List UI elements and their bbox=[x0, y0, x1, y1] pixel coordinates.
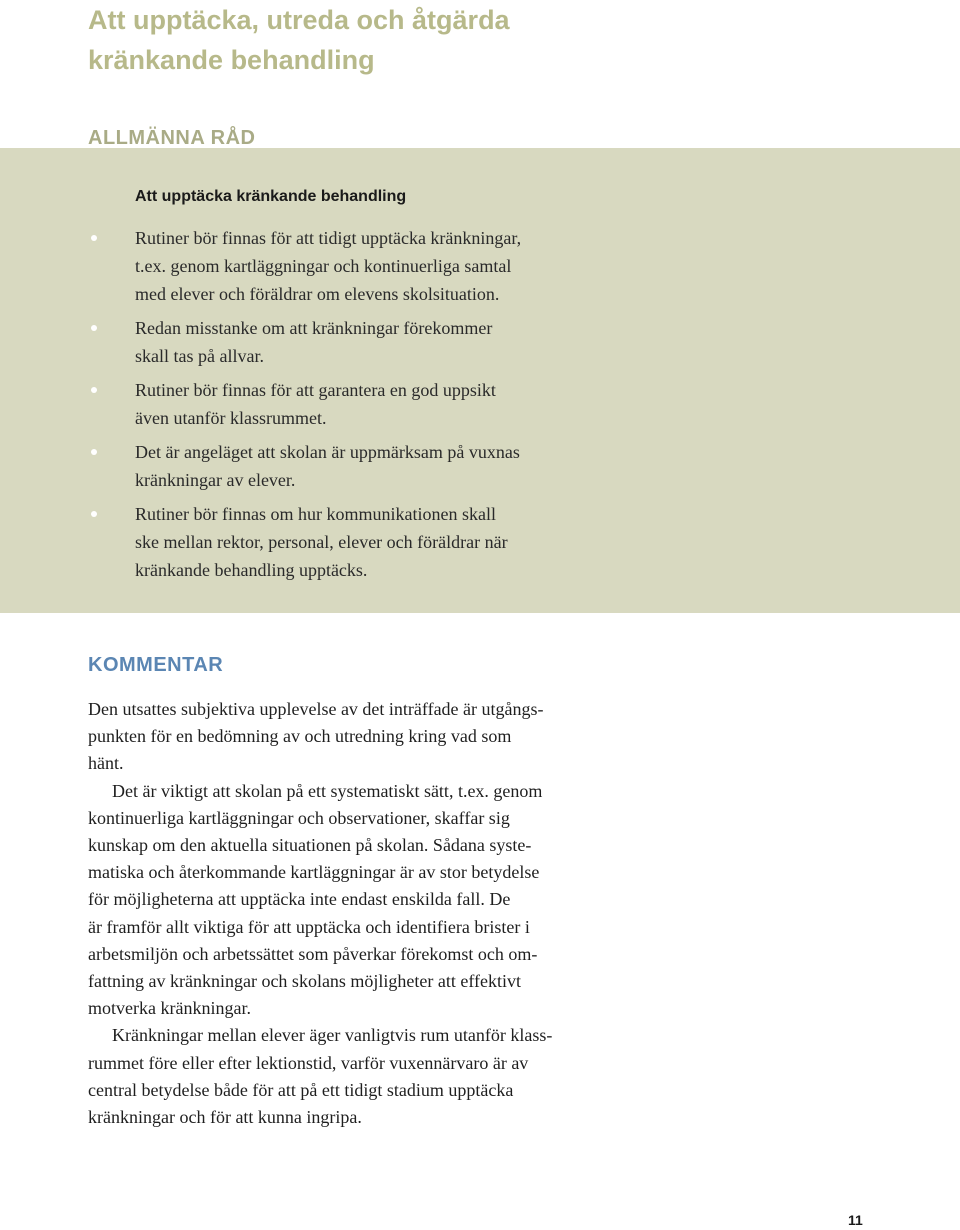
allmanna-rad-label: ALLMÄNNA RÅD bbox=[88, 127, 256, 149]
body-line: för möjligheterna att upptäcka inte endast enskilda fall. De bbox=[88, 889, 511, 910]
allmanna-rad-list bbox=[0, 224, 700, 590]
bullet-icon bbox=[91, 449, 97, 455]
list-item bbox=[0, 314, 700, 370]
body-line: kunskap om den aktuella situationen på skolan. Sådana syste- bbox=[88, 835, 532, 856]
page-title-line-2: kränkande behandling bbox=[88, 45, 375, 75]
list-item-line: med elever och föräldrar om elevens skolsituation. bbox=[135, 284, 500, 304]
list-item-line: Rutiner bör finnas för att garantera en god uppsikt bbox=[135, 380, 496, 400]
body-line: motverka kränkningar. bbox=[88, 998, 251, 1019]
body-line: kränkningar och för att kunna ingripa. bbox=[88, 1107, 362, 1128]
list-item-line: t.ex. genom kartläggningar och kontinuerliga samtal bbox=[135, 256, 512, 276]
list-item-line: Rutiner bör finnas för att tidigt upptäcka kränkningar, bbox=[135, 228, 522, 248]
body-line: punkten för en bedömning av och utredning kring vad som bbox=[88, 726, 512, 747]
bullet-icon bbox=[91, 387, 97, 393]
list-item bbox=[0, 224, 700, 308]
page-number: 11 bbox=[848, 1212, 863, 1228]
kommentar-label: KOMMENTAR bbox=[88, 654, 224, 676]
list-item bbox=[0, 438, 700, 494]
body-line: är framför allt viktiga för att upptäcka och identifiera brister i bbox=[88, 916, 530, 937]
body-line: Den utsattes subjektiva upplevelse av det inträffade är utgångs- bbox=[88, 699, 544, 719]
list-item bbox=[0, 376, 700, 432]
body-line: hänt. bbox=[88, 753, 124, 774]
body-line: matiska och återkommande kartläggningar är av stor betydelse bbox=[88, 862, 540, 883]
body-line: Kränkningar mellan elever äger vanligtvis rum utanför klass- bbox=[112, 1025, 553, 1046]
page-title-line-1: Att upptäcka, utreda och åtgärda bbox=[88, 5, 510, 35]
bullet-icon bbox=[91, 235, 97, 241]
body-line: rummet före eller efter lektionstid, varför vuxennärvaro är av bbox=[88, 1052, 529, 1073]
list-item-line: skall tas på allvar. bbox=[135, 346, 264, 366]
list-item-line: Rutiner bör finnas om hur kommunikationen skall bbox=[135, 504, 496, 524]
list-item-line: Det är angeläget att skolan är uppmärksam på vuxnas bbox=[135, 442, 520, 462]
body-line: kontinuerliga kartläggningar och observationer, skaffar sig bbox=[88, 807, 510, 828]
kommentar-body bbox=[88, 696, 648, 1131]
body-line: fattning av kränkningar och skolans möjligheter att effektivt bbox=[88, 971, 522, 992]
page-title bbox=[88, 0, 788, 80]
list-item bbox=[0, 500, 700, 584]
list-item-line: kränkningar av elever. bbox=[135, 470, 296, 490]
allmanna-rad-heading: Att upptäcka kränkande behandling bbox=[135, 188, 407, 205]
list-item-line: Redan misstanke om att kränkningar förekommer bbox=[135, 318, 493, 338]
list-item-line: kränkande behandling upptäcks. bbox=[135, 560, 368, 580]
body-line: arbetsmiljön och arbetssättet som påverkar förekomst och om- bbox=[88, 943, 538, 964]
body-line: Det är viktigt att skolan på ett systematiskt sätt, t.ex. genom bbox=[112, 780, 543, 801]
body-line: central betydelse både för att på ett tidigt stadium upptäcka bbox=[88, 1079, 514, 1100]
list-item-line: ske mellan rektor, personal, elever och föräldrar när bbox=[135, 532, 508, 552]
bullet-icon bbox=[91, 511, 97, 517]
list-item-line: även utanför klassrummet. bbox=[135, 408, 327, 428]
bullet-icon bbox=[91, 325, 97, 331]
